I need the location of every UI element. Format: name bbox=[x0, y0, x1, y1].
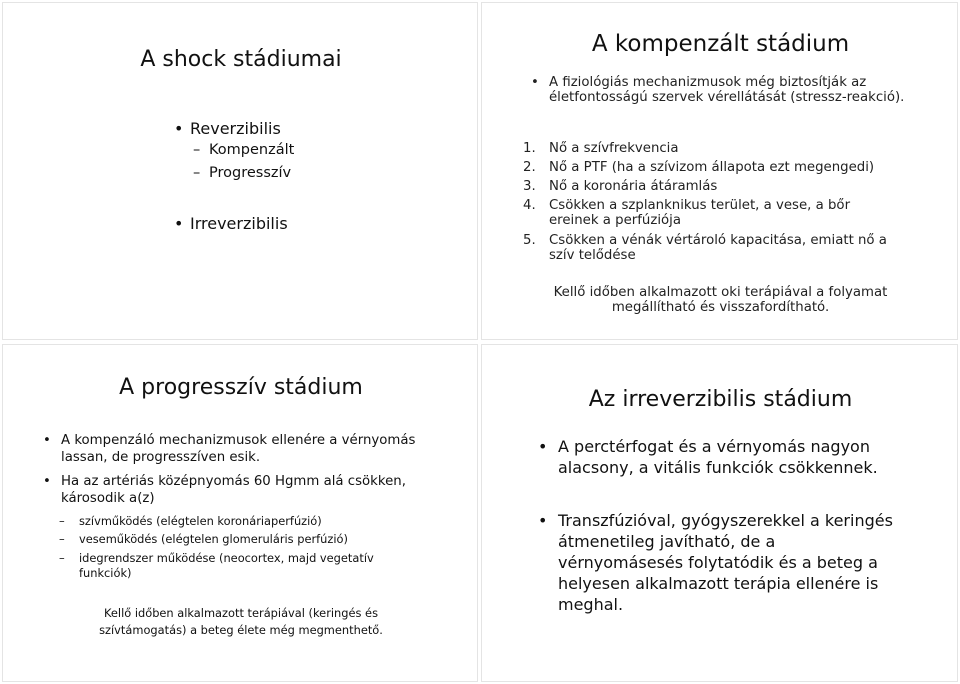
bullet-irreversible: • Irreverzibilis bbox=[190, 214, 288, 233]
bullet-transfusion: • Transzfúzióval, gyógyszerekkel a keringés átmenetileg javítható, de a vérnyomásesés folytatódik és a beteg a helyesen alkalmazott terápia ellenére is meghal. bbox=[558, 510, 903, 615]
slide-title: A kompenzált stádium bbox=[591, 31, 850, 57]
list-text: Csökken a vénák vértároló kapacitása, emiatt nő a szív telődése bbox=[549, 233, 887, 263]
note-line: Kellő időben alkalmazott terápiával (keringés és bbox=[104, 606, 378, 620]
list-item bbox=[523, 160, 921, 175]
bullet-reversible: • Reverzibilis bbox=[190, 119, 281, 138]
bullet-physiological: • A fiziológiás mechanizmusok még biztosítják az életfontosságú szervek vérellátását (stressz-reakció). bbox=[549, 75, 921, 105]
list-number: 4. bbox=[523, 198, 536, 213]
note-line: Kellő időben alkalmazott oki terápiával a folyamat bbox=[553, 285, 888, 300]
list-item bbox=[523, 179, 921, 194]
list-number: 2. bbox=[523, 160, 536, 175]
sub-progressive: – Progresszív bbox=[209, 165, 291, 181]
list-number: 1. bbox=[523, 141, 536, 156]
slide-title: A progresszív stádium bbox=[119, 375, 363, 400]
slide-progressive-stage bbox=[2, 344, 478, 682]
slide-irreversible-stage bbox=[481, 344, 958, 682]
list-number: 5. bbox=[523, 233, 536, 248]
bullet-map-below-60: • Ha az artériás középnyomás 60 Hgmm alá csökken, károsodik a(z) bbox=[61, 473, 446, 507]
list-item bbox=[523, 233, 904, 263]
list-text: Csökken a szplanknikus terület, a vese, a bőr ereinek a perfúziója bbox=[549, 198, 851, 228]
slide-shock-stages bbox=[2, 2, 478, 340]
slide-title: A shock stádiumai bbox=[140, 47, 342, 72]
sub-renal: – veseműködés (elégtelen glomeruláris perfúzió) bbox=[79, 532, 449, 547]
list-text: Nő a PTF (ha a szívizom állapota ezt megengedi) bbox=[549, 160, 875, 175]
sub-cardiac: – szívműködés (elégtelen koronáriaperfúzió) bbox=[79, 514, 449, 529]
list-text: Nő a szívfrekvencia bbox=[549, 141, 679, 156]
slide-title: Az irreverzibilis stádium bbox=[588, 387, 853, 412]
sub-compensated: – Kompenzált bbox=[209, 142, 294, 158]
slide-compensated-stage bbox=[481, 2, 958, 340]
sub-nervous: – idegrendszer működése (neocortex, majd vegetatív funkciók) bbox=[79, 551, 419, 581]
list-item bbox=[523, 141, 921, 156]
list-number: 3. bbox=[523, 179, 536, 194]
bullet-pressure-falls: • A kompenzáló mechanizmusok ellenére a vérnyomás lassan, de progresszíven esik. bbox=[61, 432, 446, 466]
note-line: szívtámogatás) a beteg élete még megmenthető. bbox=[99, 623, 383, 637]
bullet-low-output: • A perctérfogat és a vérnyomás nagyon alacsony, a vitális funkciók csökkennek. bbox=[558, 436, 903, 478]
note-line: megállítható és visszafordítható. bbox=[611, 300, 830, 315]
list-text: Nő a koronária átáramlás bbox=[549, 179, 718, 194]
list-item bbox=[523, 198, 889, 228]
